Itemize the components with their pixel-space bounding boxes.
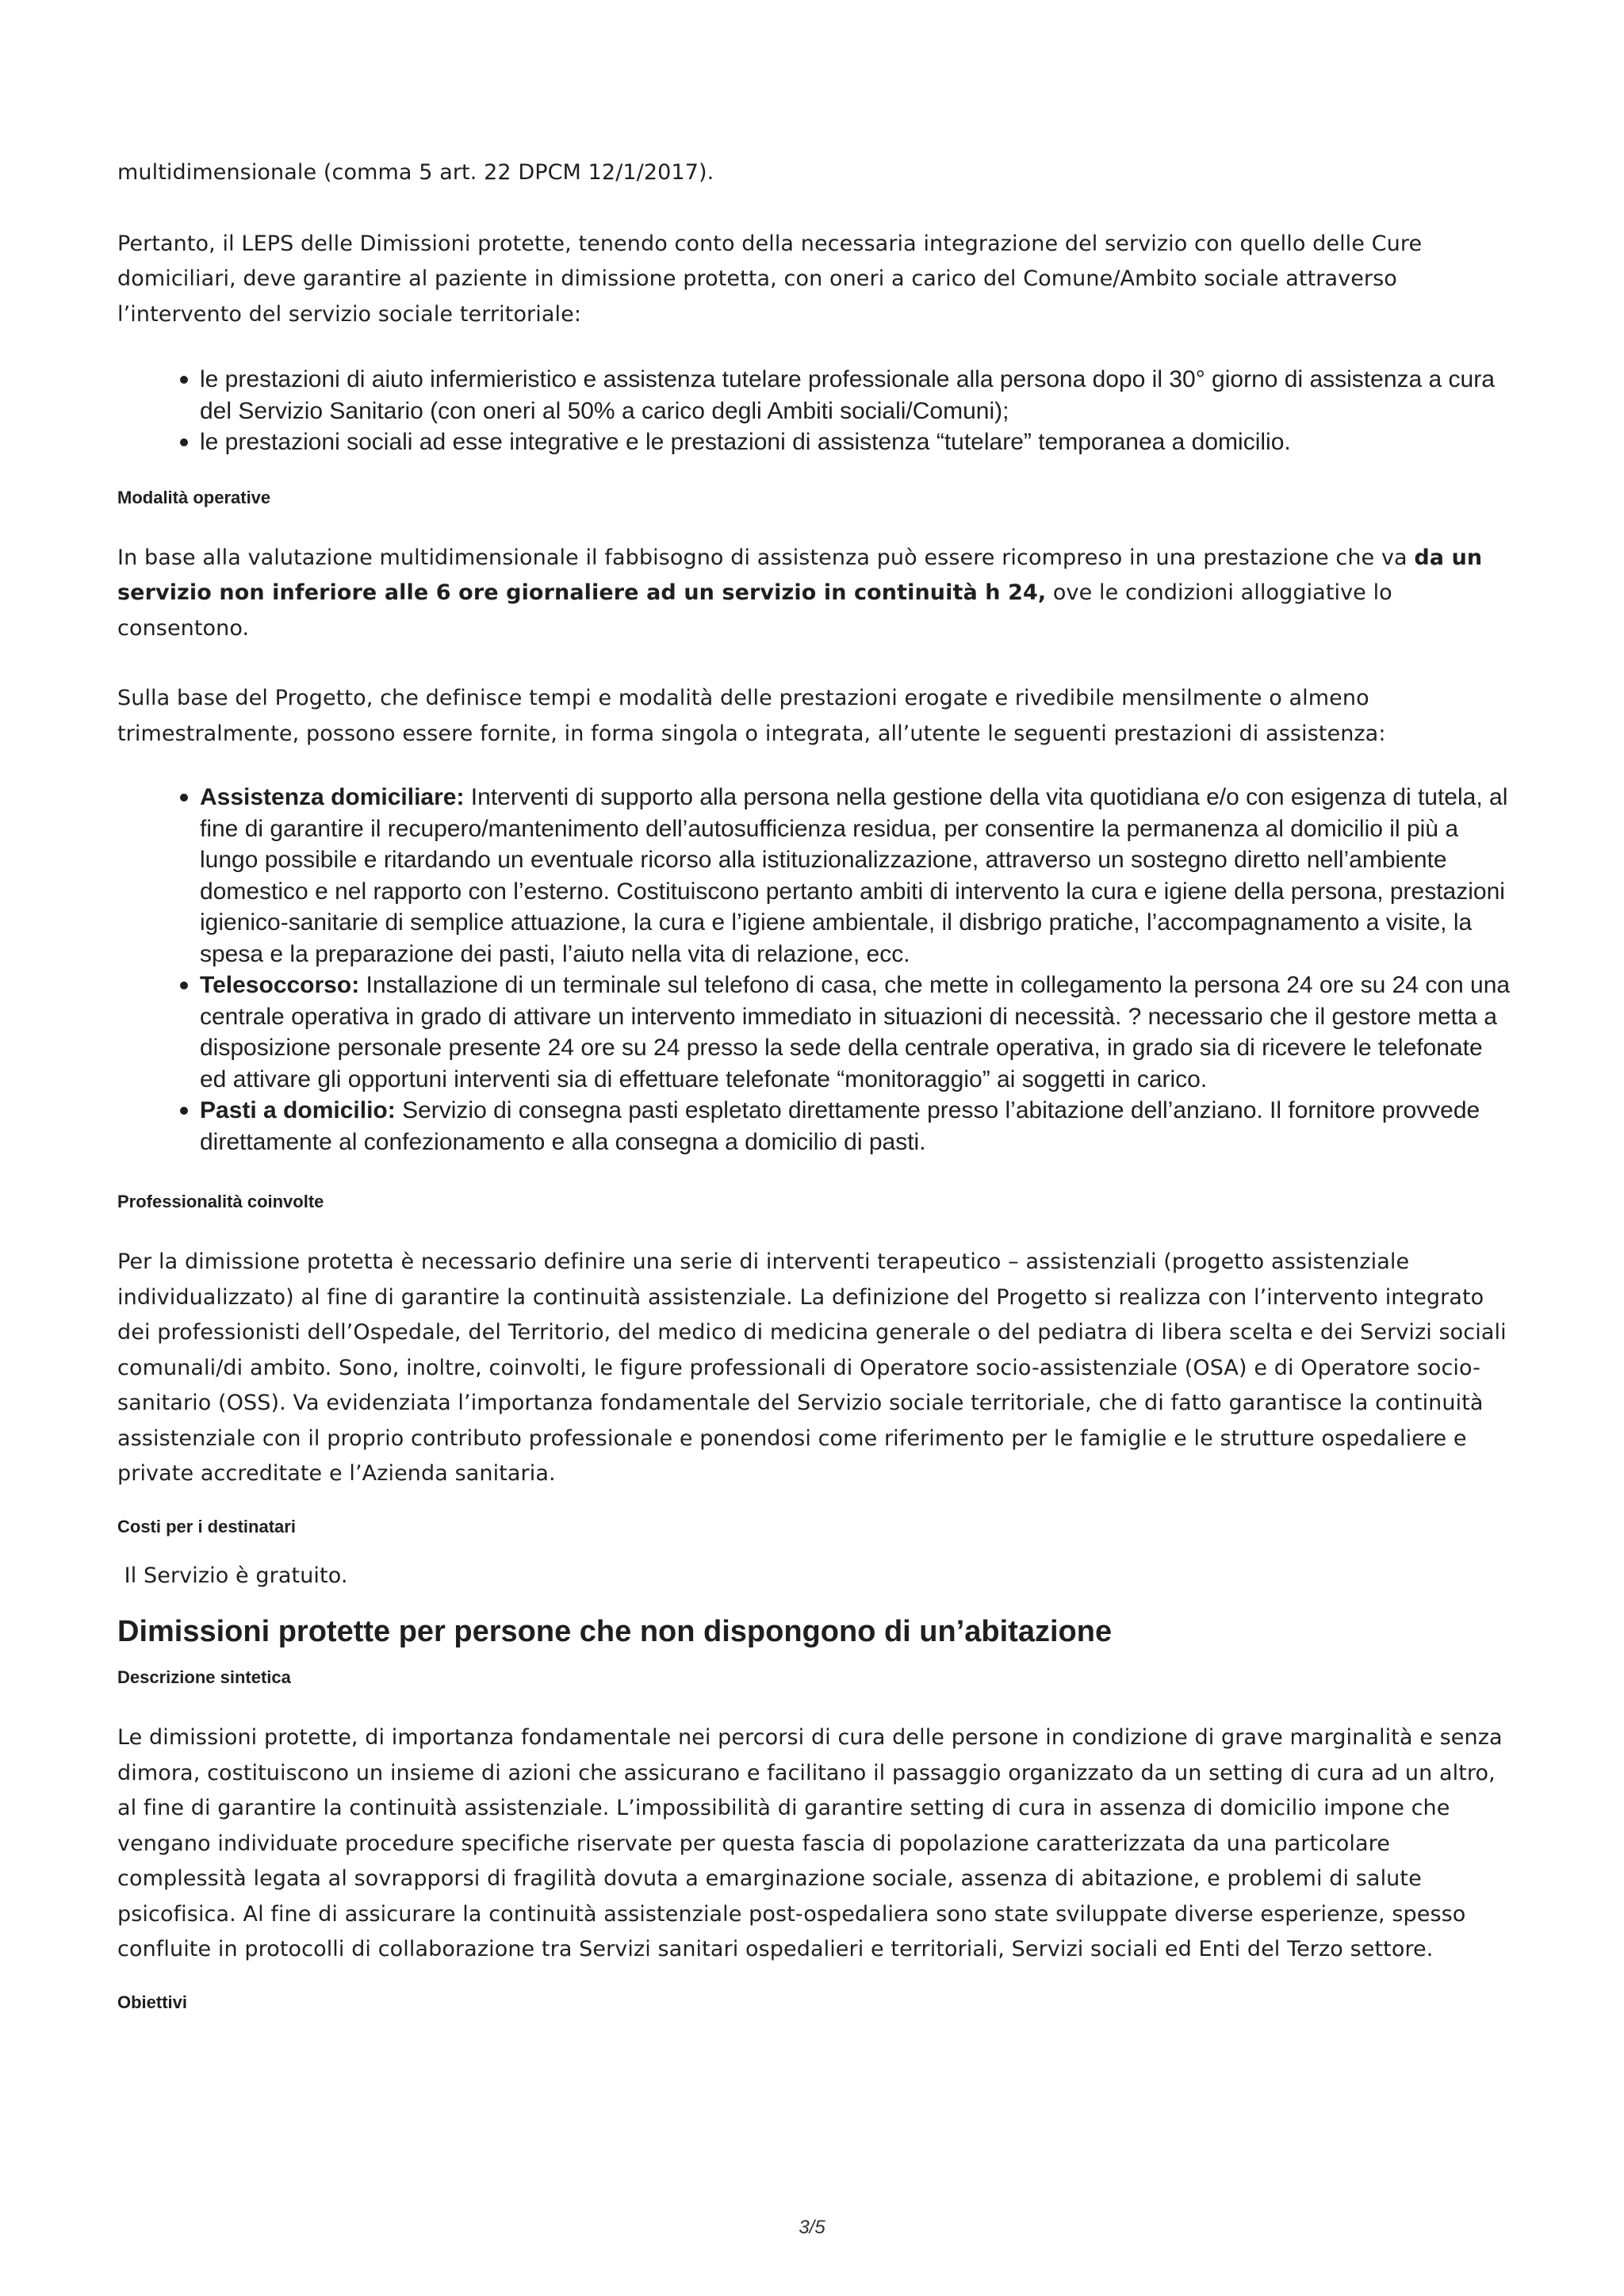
heading-costi: Costi per i destinatari: [117, 1516, 296, 1536]
professionalita-paragraph: Per la dimissione protetta è necessario definire una serie di interventi terapeutico – assistenziali (progetto assistenziale individualizzato) al fine di garantire la continuità assistenziale. La definizione del Progetto si realizza con l’intervento integrato dei professionisti dell’Ospedale, del Territorio, del medico di medicina generale o del pediatra di libera scelta e dei Servizi sociali comunali/di ambito. Sono, inoltre, coinvolti, le figure professionali di Operatore socio-assistenziale (OSA) e di Operatore socio-sanitario (OSS). Va evidenziata l’importanza fondamentale del Servizio sociale territoriale, che di fatto garantisce la continuità assistenziale con il proprio contributo professionale e ponendosi come riferimento per le famiglie e le strutture ospedaliere e private accreditate e l’Azienda sanitaria.: [117, 1249, 1507, 1486]
intro-line: multidimensionale (comma 5 art. 22 DPCM 12/1/2017).: [117, 160, 714, 185]
service-title: Pasti a domicilio:: [200, 1097, 396, 1123]
heading-modalita-operative: Modalità operative: [117, 487, 271, 507]
services-list: [117, 782, 1513, 1158]
costi-paragraph: Il Servizio è gratuito.: [117, 1563, 348, 1588]
modalita-paragraph: [117, 541, 1513, 647]
service-title: Telesoccorso:: [200, 972, 360, 998]
progetto-paragraph: Sulla base del Progetto, che definisce tempi e modalità delle prestazioni erogate e rivedibile mensilmente o almeno trimestralmente, possono essere fornite, in forma singola o integrata, all’utente le seguenti prestazioni di assistenza:: [117, 686, 1386, 746]
page-number: 3/5: [799, 2217, 825, 2238]
service-text: Installazione di un terminale sul telefono di casa, che mette in collegamento la persona 24 ore su 24 con una centrale operativa in grado di attivare un intervento immediato in situazioni di necessità. ? necessario che il gestore metta a disposizione personale presente 24 ore su 24 presso la sede della centrale operativa, in grado sia di ricevere le telefonate ed attivare gli opportuni interventi sia di effettuare telefonate “monitoraggio” ai soggetti in carico.: [200, 972, 1511, 1093]
document-page: [117, 155, 1513, 2014]
service-pasti-a-domicilio: [200, 1095, 1513, 1158]
section-title: Dimissioni protette per persone che non dispongono di un’abitazione: [117, 1615, 1113, 1648]
service-assistenza-domiciliare: [200, 782, 1513, 970]
bold-span: da un servizio non inferiore alle 6 ore giornaliere ad un servizio in continuità h 24,: [117, 545, 1483, 605]
intro-paragraph: Pertanto, il LEPS delle Dimissioni protette, tenendo conto della necessaria integrazione del servizio con quello delle Cure domiciliari, deve garantire al paziente in dimissione protetta, con oneri a carico del Comune/Ambito sociale attraverso l’intervento del servizio sociale territoriale:: [117, 231, 1423, 327]
service-text: Servizio di consegna pasti espletato direttamente presso l’abitazione dell’anziano. Il fornitore provvede direttamente al confezionamento e alla consegna a domicilio di pasti.: [200, 1097, 1480, 1155]
intro-bullet-list: [117, 364, 1513, 458]
heading-obiettivi: Obiettivi: [117, 1992, 188, 2012]
heading-descrizione-sintetica: Descrizione sintetica: [117, 1667, 291, 1687]
text-span: In base alla valutazione multidimensionale il fabbisogno di assistenza può essere ricompreso in una prestazione che va: [117, 545, 1415, 570]
text-span: ove le condizioni alloggiative lo consentono.: [117, 580, 1392, 641]
list-item: le prestazioni di aiuto infermieristico e assistenza tutelare professionale alla persona dopo il 30° giorno di assistenza a cura del Servizio Sanitario (con oneri al 50% a carico degli Ambiti sociali/Comuni);: [200, 364, 1513, 427]
service-title: Assistenza domiciliare:: [200, 784, 465, 810]
heading-professionalita: Professionalità coinvolte: [117, 1192, 324, 1211]
list-item: le prestazioni sociali ad esse integrative e le prestazioni di assistenza “tutelare” temporanea a domicilio.: [200, 427, 1513, 458]
service-text: Interventi di supporto alla persona nella gestione della vita quotidiana e/o con esigenza di tutela, al fine di garantire il recupero/mantenimento dell’autosufficienza residua, per consentire la permanenza al domicilio il più a lungo possibile e ritardando un eventuale ricorso alla istituzionalizzazione, attraverso un sostegno diretto nell’ambiente domestico e nel rapporto con l’esterno. Costituiscono pertanto ambiti di intervento la cura e igiene della persona, prestazioni igienico-sanitarie di semplice attuazione, la cura e l’igiene ambientale, il disbrigo pratiche, l’accompagnamento a visite, la spesa e la preparazione dei pasti, l’aiuto nella vita di relazione, ecc.: [200, 784, 1508, 967]
service-telesoccorso: [200, 970, 1513, 1095]
descrizione-paragraph: Le dimissioni protette, di importanza fondamentale nei percorsi di cura delle persone in condizione di grave marginalità e senza dimora, costituiscono un insieme di azioni che assicurano e facilitano il passaggio organizzato da un setting di cura ad un altro, al fine di garantire la continuità assistenziale. L’impossibilità di garantire setting di cura in assenza di domicilio impone che vengano individuate procedure specifiche riservate per questa fascia di popolazione caratterizzata da una particolare complessità legata al sovrapporsi di fragilità dovuta a emarginazione sociale, assenza di abitazione, e problemi di salute psicofisica. Al fine di assicurare la continuità assistenziale post-ospedaliera sono state sviluppate diverse esperienze, spesso confluite in protocolli di collaborazione tra Servizi sanitari ospedalieri e territoriali, Servizi sociali ed Enti del Terzo settore.: [117, 1725, 1503, 1961]
